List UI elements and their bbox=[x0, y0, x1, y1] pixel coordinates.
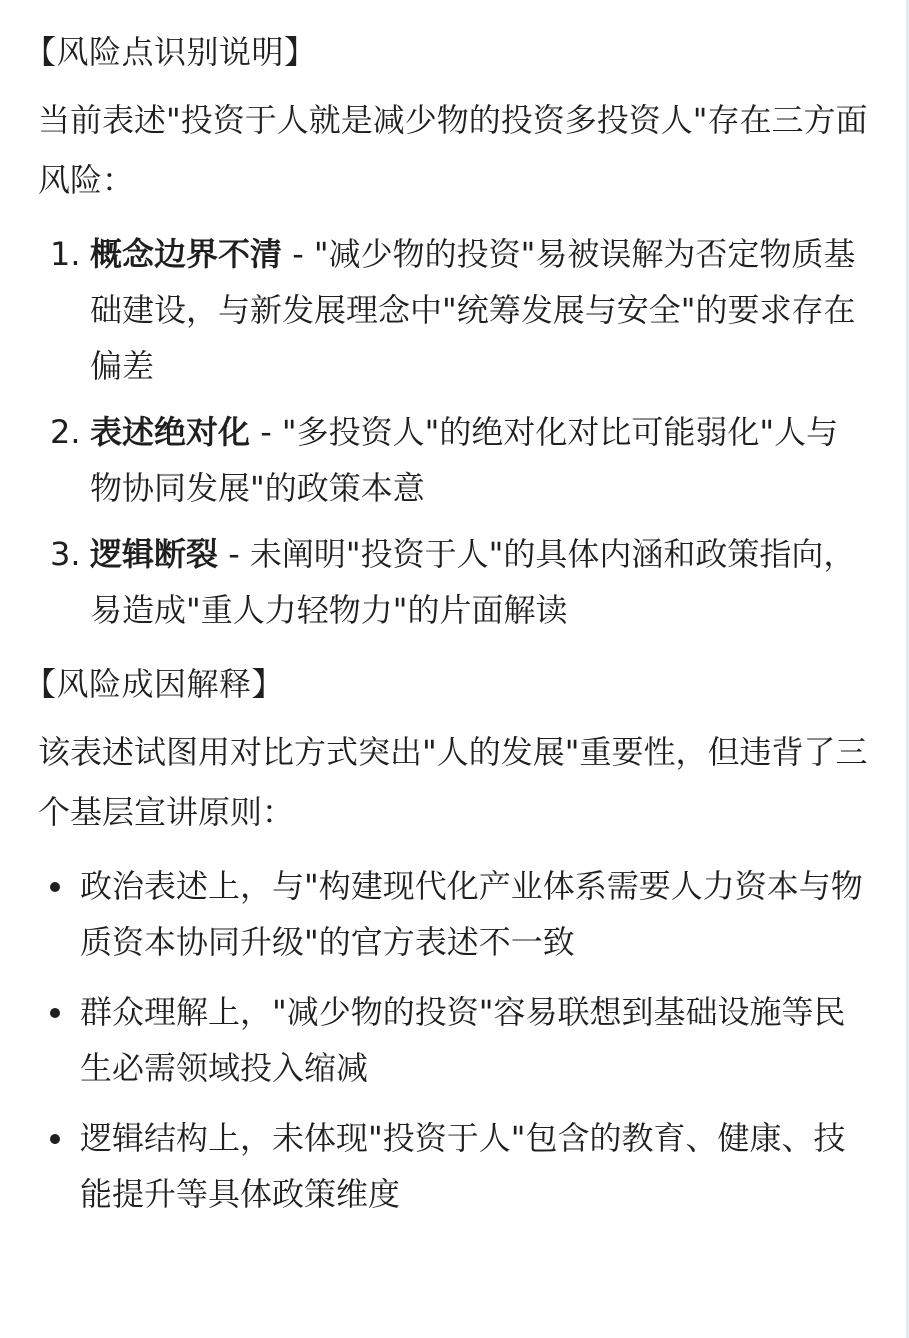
risk-intro-paragraph: 当前表述"投资于人就是减少物的投资多投资人"存在三方面风险： bbox=[38, 101, 868, 199]
cause-text: 政治表述上，与"构建现代化产业体系需要人力资本与物质资本协同升级"的官方表述不一致 bbox=[80, 867, 863, 961]
cause-text: 群众理解上，"减少物的投资"容易联想到基础设施等民生必需领域投入缩减 bbox=[80, 993, 846, 1087]
list-number: 1. bbox=[50, 235, 81, 273]
list-item bbox=[38, 858, 868, 970]
list-item bbox=[38, 984, 868, 1096]
causes-intro-paragraph: 该表述试图用对比方式突出"人的发展"重要性，但违背了三个基层宣讲原则： bbox=[38, 733, 868, 831]
causes-list bbox=[38, 858, 868, 1222]
term-separator: - bbox=[282, 235, 314, 273]
list-number: 3. bbox=[50, 535, 81, 573]
term-separator: - bbox=[250, 413, 282, 451]
risk-term: 概念边界不清 bbox=[90, 235, 283, 273]
bullet-dot-icon bbox=[50, 1134, 60, 1144]
message-content bbox=[24, 20, 868, 1236]
list-item bbox=[38, 1110, 868, 1222]
bullet-dot-icon bbox=[50, 882, 60, 892]
list-item bbox=[38, 404, 868, 516]
cause-text: 逻辑结构上，未体现"投资于人"包含的教育、健康、技能提升等具体政策维度 bbox=[80, 1119, 846, 1213]
risk-description: 未阐明"投资于人"的具体内涵和政策指向，易造成"重人力轻物力"的片面解读 bbox=[90, 535, 856, 629]
risk-description: "减少物的投资"易被误解为否定物质基础建设，与新发展理念中"统筹发展与安全"的要求存在偏差 bbox=[90, 235, 856, 385]
list-number: 2. bbox=[50, 413, 81, 451]
risk-term: 表述绝对化 bbox=[90, 413, 251, 451]
bullet-dot-icon bbox=[50, 1008, 60, 1018]
risk-term: 逻辑断裂 bbox=[90, 535, 219, 573]
list-item bbox=[38, 526, 868, 638]
risk-points-list bbox=[38, 226, 868, 638]
list-item bbox=[38, 226, 868, 394]
section-heading-risk-causes: 【风险成因解释】 bbox=[24, 665, 285, 703]
risk-description: "多投资人"的绝对化对比可能弱化"人与物协同发展"的政策本意 bbox=[90, 413, 839, 507]
term-separator: - bbox=[218, 535, 250, 573]
section-heading-risk-points: 【风险点识别说明】 bbox=[24, 33, 317, 71]
